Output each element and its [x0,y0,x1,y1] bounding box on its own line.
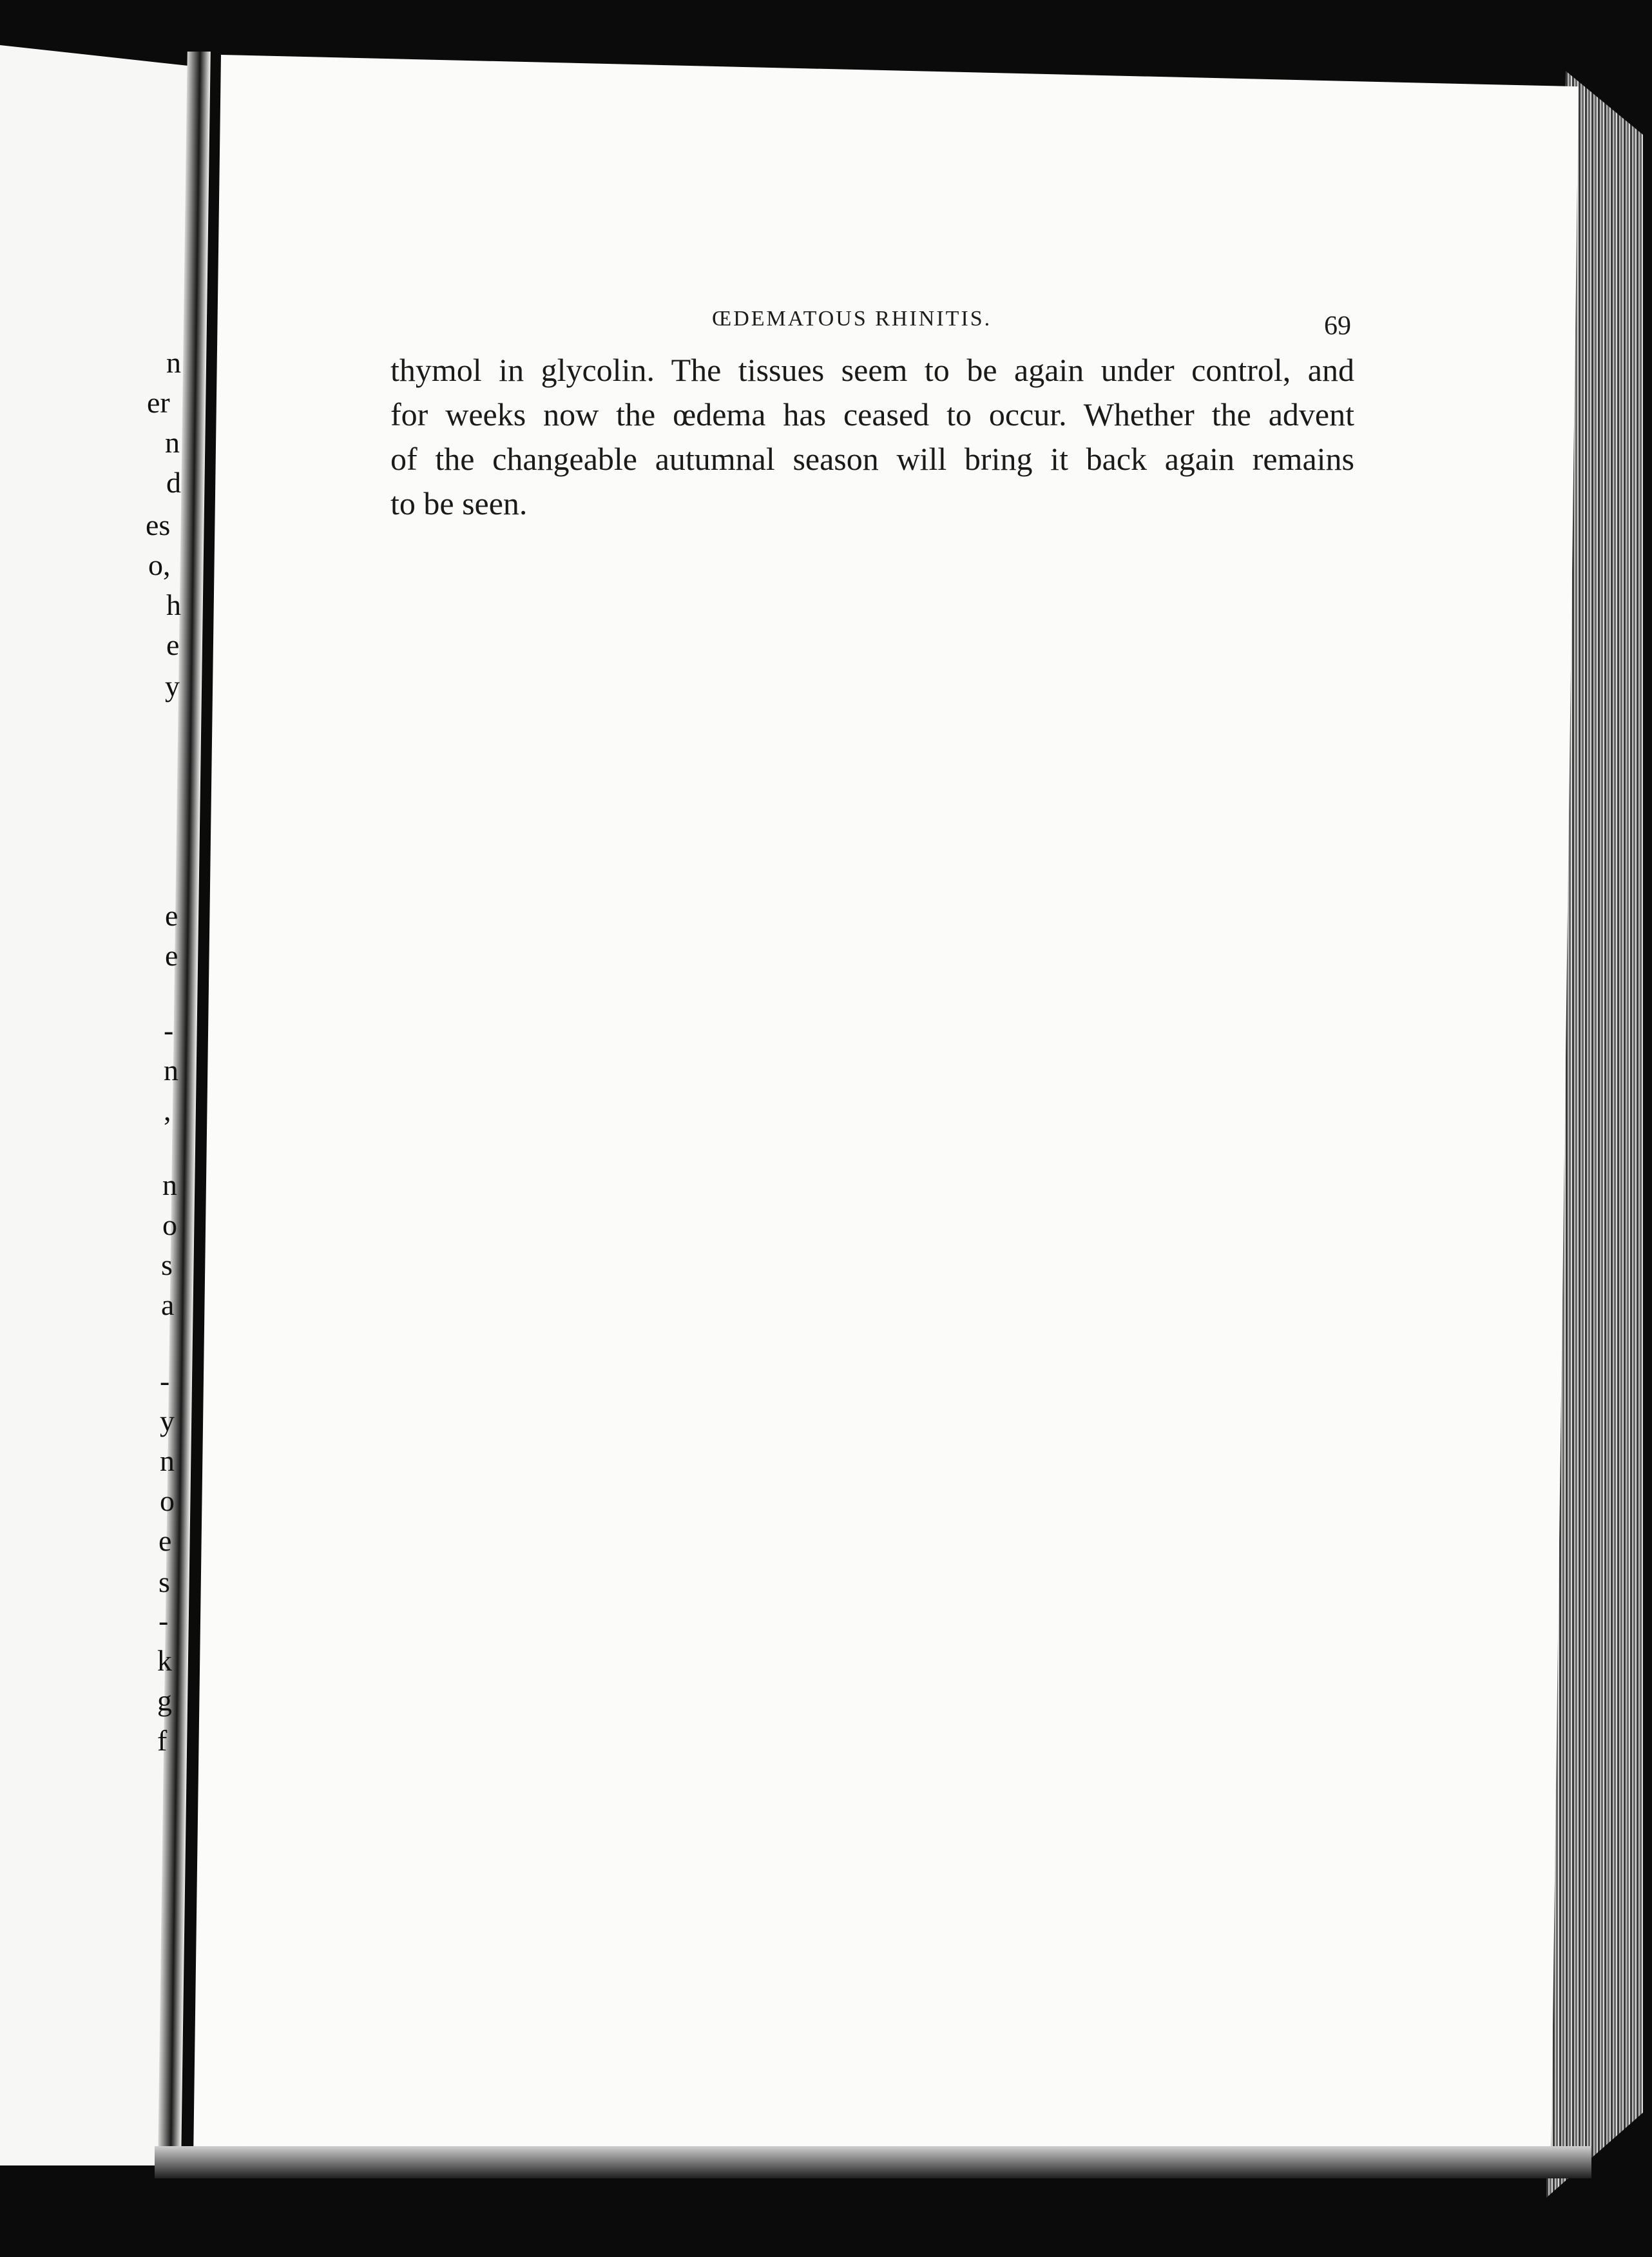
facing-page-letter: f [157,1724,168,1757]
facing-page-letter: es [146,509,171,541]
facing-page-letter: , [164,1094,171,1127]
text-line: for weeks now the œdema has ceased to occur. Whether the advent [390,396,1354,432]
facing-page-letter: y [165,670,180,702]
facing-page-letter: e [165,899,178,932]
text-line: of the changeable autumnal season will bring it back again remains [390,441,1354,477]
page-bottom-shadow [155,2146,1591,2178]
facing-page-letter: e [166,628,180,661]
page-number: 69 [1324,311,1351,341]
facing-page-letter: n [166,346,181,379]
facing-page-letter: d [166,466,181,499]
facing-page-letter: n [164,1054,178,1087]
facing-page-letter: a [161,1288,175,1321]
facing-page-letter: o [160,1484,175,1517]
facing-page-letter: - [164,1014,174,1047]
body-paragraph [390,348,1354,526]
facing-page-letter: - [160,1364,170,1397]
facing-page-letter: n [165,426,180,459]
facing-page-letter: o, [148,548,171,581]
text-line: to be seen. [390,485,528,521]
facing-page-letter: s [158,1565,170,1598]
facing-page-letter: n [160,1444,175,1477]
facing-page-letter: g [157,1684,172,1717]
text-line: thymol in glycolin. The tissues seem to be again under control, and [390,352,1354,388]
facing-page-letter: e [158,1524,172,1557]
facing-page-letter: y [160,1404,175,1437]
facing-page-letter: er [147,386,170,419]
facing-page-letter: - [158,1604,169,1637]
facing-page-letter: k [157,1644,172,1677]
facing-page-letter: e [165,939,178,972]
facing-page-letter: s [161,1248,173,1281]
running-head: ŒDEMATOUS RHINITIS. [712,307,992,331]
facing-page-letter: h [166,588,181,621]
facing-page-letter: o [162,1208,177,1241]
facing-page-edge-text [0,348,193,1830]
facing-page-letter: n [162,1168,177,1201]
